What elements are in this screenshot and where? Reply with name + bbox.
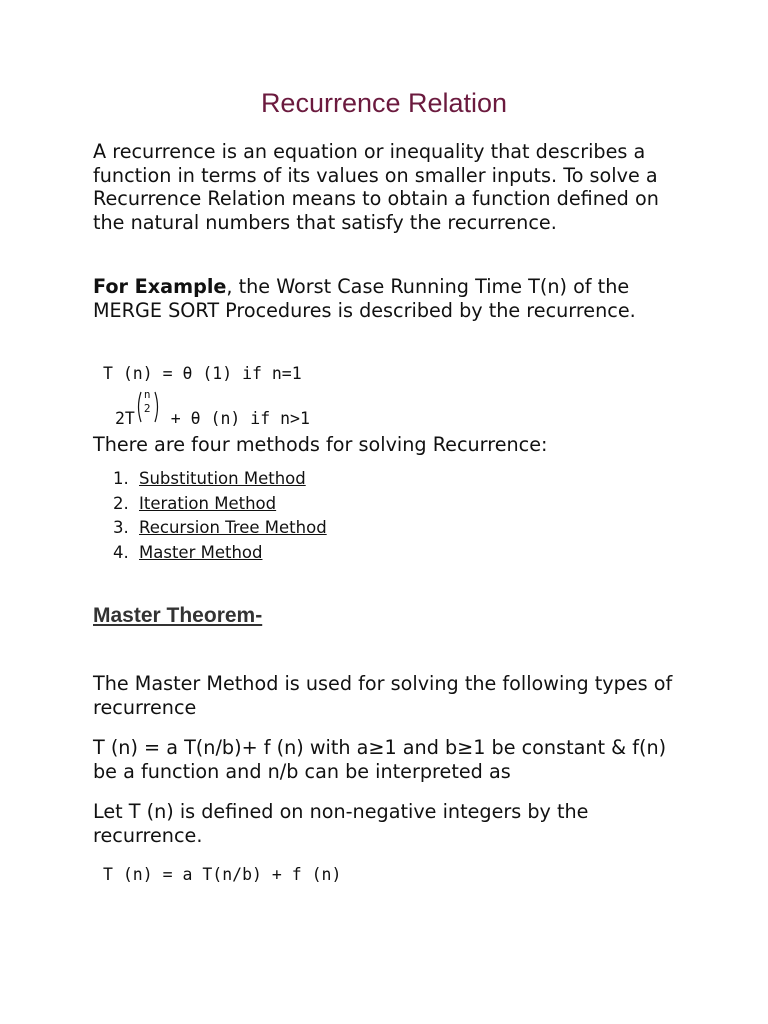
page-title: Recurrence Relation [260,88,508,118]
example-bold-label: For Example [93,275,227,298]
list-item [113,516,327,541]
example-text: , the Worst Case Running Time T(n) of the MERGE SORT Procedures is described by the recurrence. [93,275,636,322]
equation-prefix: 2T [115,409,135,428]
methods-intro: There are four methods for solving Recurrence: [93,433,548,456]
list-number: 1. [113,469,129,488]
example-paragraph [93,275,683,322]
master-paragraph-2: T (n) = a T(n/b)+ f (n) with a≥1 and b≥1 be constant & f(n) be a function and n/b can be interpreted as [93,736,667,783]
master-paragraph-3: Let T (n) is defined on non-negative integers by the recurrence. [93,800,589,847]
equation-master-recurrence: T (n) = a T(n/b) + f (n) [103,865,342,884]
master-paragraph-1: The Master Method is used for solving the following types of recurrence [93,672,673,719]
master-theorem-heading: Master Theorem- [93,604,263,627]
list-number: 4. [113,542,129,562]
fraction-numerator: n [143,388,151,401]
equation-recursive-case [115,388,310,428]
equation-base-case: T (n) = θ (1) if n=1 [103,364,302,383]
recursion-tree-method-link[interactable]: Recursion Tree Method [139,518,327,537]
equation-suffix: + θ (n) if n>1 [160,409,310,428]
methods-list [113,467,327,565]
list-number: 3. [113,518,129,537]
master-method-link[interactable]: Master Method [139,542,263,562]
list-item [113,467,327,492]
fraction-n-over-2 [135,388,161,424]
list-number: 2. [113,493,129,513]
iteration-method-link[interactable]: Iteration Method [139,493,277,513]
list-item [113,492,327,517]
fraction-denominator: 2 [143,402,151,415]
list-item [113,541,327,566]
intro-paragraph: A recurrence is an equation or inequality that describes a function in terms of its values on smaller inputs. To solve a Recurrence Relation means to obtain a function defined on the natural numbers that satisfy the recurrence. [93,140,659,235]
substitution-method-link[interactable]: Substitution Method [139,469,306,488]
